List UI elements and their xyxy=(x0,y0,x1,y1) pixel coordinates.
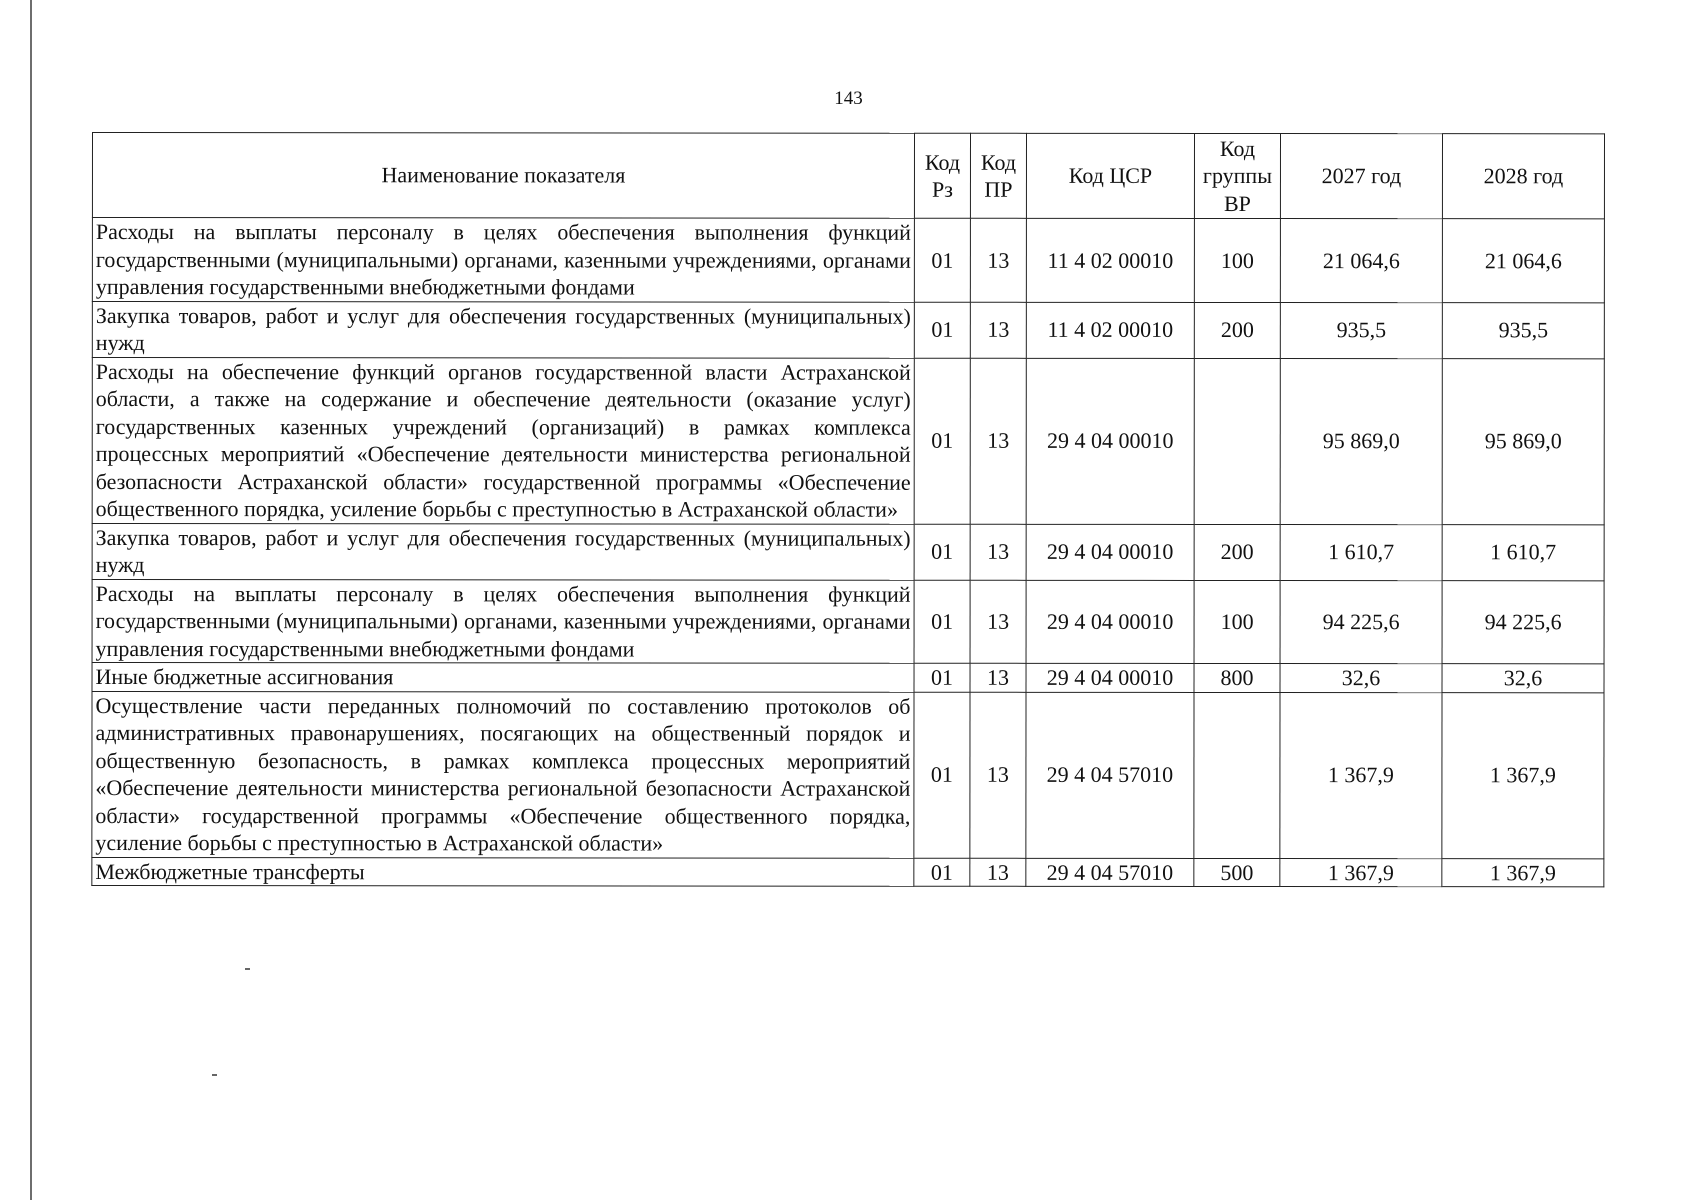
row-name: Закупка товаров, работ и услуг для обеспечения государственных (муниципальных) нужд xyxy=(92,523,914,580)
row-2027: 1 367,9 xyxy=(1280,858,1442,887)
table-row xyxy=(92,357,1604,524)
table-row xyxy=(92,857,1604,887)
row-csr: 11 4 02 00010 xyxy=(1026,218,1194,302)
row-2028: 1 610,7 xyxy=(1442,524,1604,580)
row-2027: 94 225,6 xyxy=(1280,580,1442,664)
header-pr: Код ПР xyxy=(970,133,1026,218)
page-number: 143 xyxy=(834,88,863,109)
row-rz: 01 xyxy=(914,663,970,692)
budget-table xyxy=(91,132,1605,887)
row-name: Иные бюджетные ассигнования xyxy=(92,663,914,692)
row-csr: 29 4 04 00010 xyxy=(1026,524,1194,580)
header-csr: Код ЦСР xyxy=(1026,133,1194,218)
row-vr: 500 xyxy=(1194,858,1280,887)
row-csr: 29 4 04 57010 xyxy=(1026,858,1194,887)
row-rz: 01 xyxy=(914,858,970,887)
row-rz: 01 xyxy=(914,692,970,858)
row-name: Осуществление части переданных полномочий по составлению протоколов об административных правонарушениях, посягающих на общественный порядок и общественную безопасность, в рамках комплекса процессных мероприятий «Обеспечение деятельности министерства региональной безопасности Астраханской области» государственной программы «Обеспечение общественного порядка, усиление борьбы с преступностью в Астраханской области» xyxy=(92,691,914,858)
table-row xyxy=(92,579,1604,664)
table-header-row xyxy=(92,133,1604,219)
row-csr: 29 4 04 00010 xyxy=(1026,580,1194,664)
row-2028: 94 225,6 xyxy=(1442,580,1604,664)
row-2027: 1 610,7 xyxy=(1280,524,1442,580)
row-rz: 01 xyxy=(914,358,970,524)
row-pr: 13 xyxy=(970,663,1026,692)
row-vr xyxy=(1194,692,1280,858)
row-2027: 32,6 xyxy=(1280,664,1442,693)
header-name: Наименование показателя xyxy=(92,133,914,219)
scan-edge-line xyxy=(30,0,32,1200)
row-pr: 13 xyxy=(970,692,1026,858)
row-rz: 01 xyxy=(914,302,970,358)
table-row xyxy=(92,301,1604,358)
row-pr: 13 xyxy=(970,218,1026,302)
row-rz: 01 xyxy=(914,218,970,302)
row-vr: 200 xyxy=(1194,524,1280,580)
row-name: Расходы на выплаты персоналу в целях обеспечения выполнения функций государственными (муниципальными) органами, казенными учреждениями, органами управления государственными внебюджетными фондами xyxy=(92,579,914,663)
row-2028: 21 064,6 xyxy=(1442,219,1604,303)
row-rz: 01 xyxy=(914,580,970,664)
header-2028: 2028 год xyxy=(1442,134,1604,219)
row-csr: 29 4 04 00010 xyxy=(1026,358,1194,524)
scan-speck xyxy=(212,1074,217,1076)
row-vr: 200 xyxy=(1194,302,1280,358)
row-pr: 13 xyxy=(970,358,1026,524)
row-pr: 13 xyxy=(970,302,1026,358)
row-vr: 800 xyxy=(1194,663,1280,692)
row-name: Расходы на выплаты персоналу в целях обеспечения выполнения функций государственными (муниципальными) органами, казенными учреждениями, органами управления государственными внебюджетными фондами xyxy=(92,218,914,302)
row-csr: 11 4 02 00010 xyxy=(1026,302,1194,358)
row-name: Расходы на обеспечение функций органов государственной власти Астраханской области, а также на содержание и обеспечение деятельности (оказание услуг) государственных казенных учреждений (организаций) в рамках комплекса процессных мероприятий «Обеспечение деятельности министерства региональной безопасности Астраханской области» государственной программы «Обеспечение общественного порядка, усиление борьбы с преступностью в Астраханской области» xyxy=(92,357,914,524)
table-row xyxy=(92,218,1604,303)
row-vr: 100 xyxy=(1194,580,1280,664)
row-rz: 01 xyxy=(914,524,970,580)
row-pr: 13 xyxy=(970,858,1026,887)
table-row xyxy=(92,663,1604,693)
row-2028: 1 367,9 xyxy=(1442,858,1604,887)
row-2027: 21 064,6 xyxy=(1280,219,1442,303)
scan-speck xyxy=(245,968,250,970)
row-vr: 100 xyxy=(1194,218,1280,302)
row-name: Закупка товаров, работ и услуг для обеспечения государственных (муниципальных) нужд xyxy=(92,301,914,358)
row-pr: 13 xyxy=(970,580,1026,664)
row-vr xyxy=(1194,358,1280,524)
row-2027: 95 869,0 xyxy=(1280,358,1442,524)
row-2028: 1 367,9 xyxy=(1442,692,1604,858)
row-2027: 935,5 xyxy=(1280,302,1442,358)
header-vr: Код группы ВР xyxy=(1194,133,1280,218)
header-2027: 2027 год xyxy=(1280,134,1442,219)
table-row xyxy=(92,523,1604,580)
row-2028: 95 869,0 xyxy=(1442,358,1604,524)
row-2027: 1 367,9 xyxy=(1280,692,1442,858)
row-csr: 29 4 04 00010 xyxy=(1026,663,1194,692)
row-name: Межбюджетные трансферты xyxy=(92,857,914,886)
row-2028: 935,5 xyxy=(1442,302,1604,358)
row-2028: 32,6 xyxy=(1442,664,1604,693)
header-rz: Код Рз xyxy=(914,133,970,218)
row-pr: 13 xyxy=(970,524,1026,580)
row-csr: 29 4 04 57010 xyxy=(1026,692,1194,858)
table-row xyxy=(92,691,1604,858)
